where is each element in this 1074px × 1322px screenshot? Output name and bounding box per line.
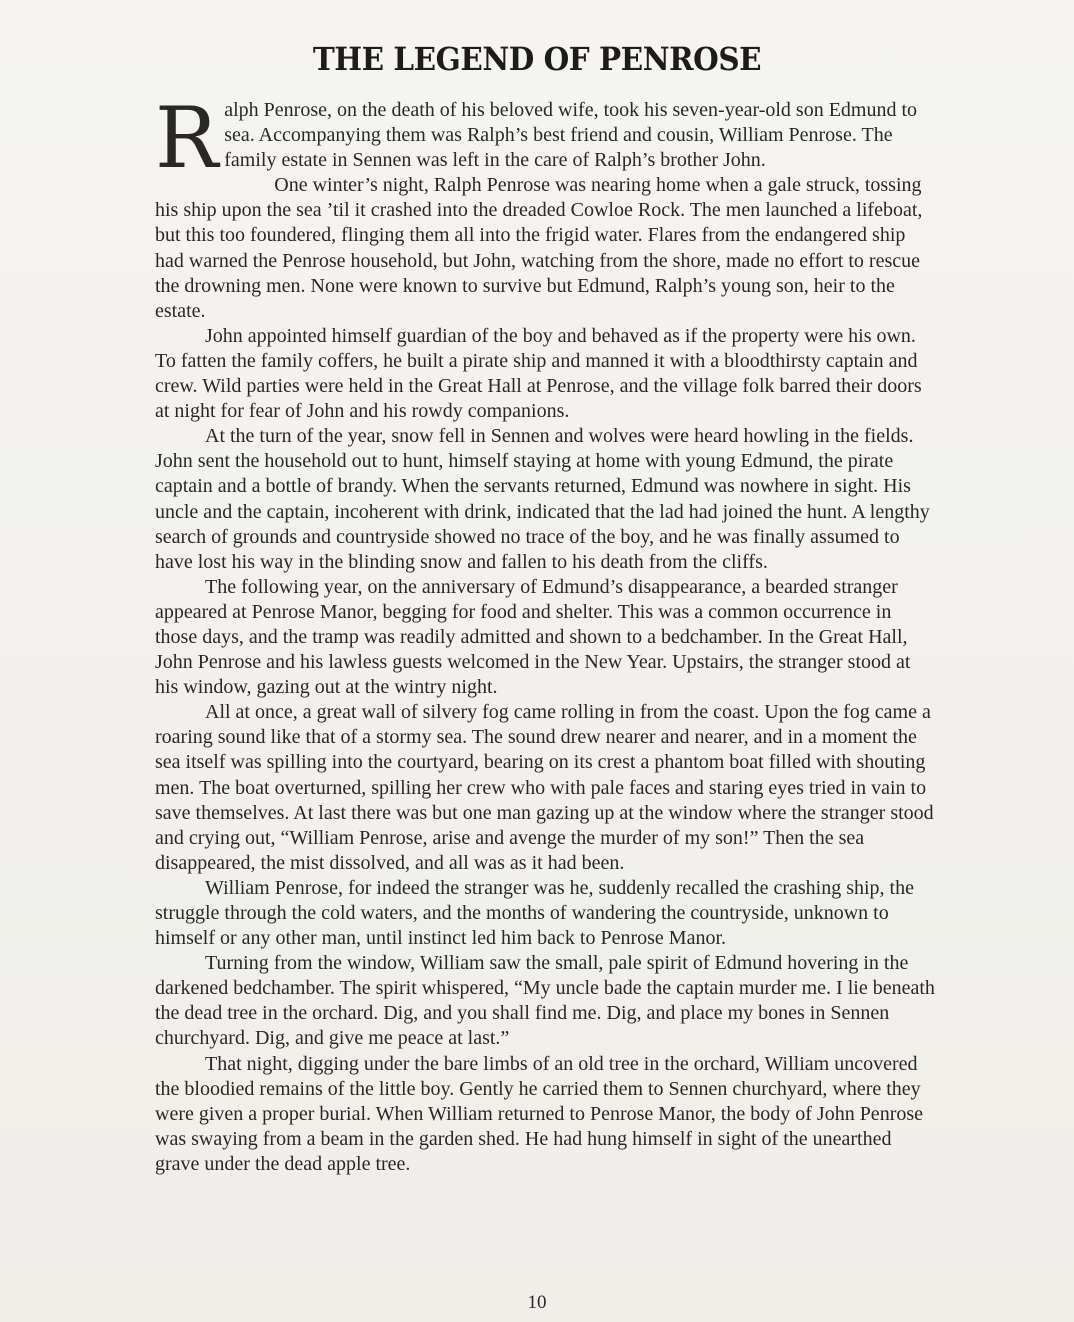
page-number: 10 <box>527 1292 547 1313</box>
paragraph: Turning from the window, William saw the small, pale spirit of Edmund hovering in the darkened bedchamber. The spirit whispered, “My uncle bade the captain murder me. I lie beneath the dead tree in the orchard. Dig, and you shall find me. Dig, and place my bones in Sennen churchyard. Dig, and give me peace at last.” <box>155 952 935 1050</box>
page-title: THE LEGEND OF PENROSE <box>312 40 762 78</box>
paragraph <box>155 89 935 187</box>
drop-cap: R <box>155 89 219 187</box>
paragraph: All at once, a great wall of silvery fog came rolling in from the coast. Upon the fog came a roaring sound like that of a stormy sea. The sound drew nearer and nearer, and in a moment the sea itself was spilling into the courtyard, bearing on its crest a phantom boat filled with shouting men. The boat overturned, spilling her crew who with pale faces and staring eyes tried in vain to save themselves. At last there was but one man gazing up at the window where the stranger stood and crying out, “William Penrose, arise and avenge the murder of my son!” Then the sea disappeared, the mist dissolved, and all was as it had been. <box>155 701 934 874</box>
paragraph-text: alph Penrose, on the death of his beloved wife, took his seven-year-old son Edmund to sea. Accompanying them was Ralph’s best friend and cousin, William Penrose. The family estate in Sennen was left in the care of Ralph’s brother John. <box>224 99 918 172</box>
paragraph: William Penrose, for indeed the stranger was he, suddenly recalled the crashing ship, the struggle through the cold waters, and the months of wandering the countryside, unknown to himself or any other man, until instinct led him back to Penrose Manor. <box>155 876 914 950</box>
paragraph: One winter’s night, Ralph Penrose was nearing home when a gale struck, tossing his ship upon the sea ’til it crashed into the dreaded Cowloe Rock. The men launched a lifeboat, but this too foundered, flinging them all into the frigid water. Flares from the endangered ship had warned the Penrose household, but John, watching from the shore, made no effort to rescue the drowning men. None were known to survive but Edmund, Ralph’s young son, heir to the estate. <box>155 174 923 322</box>
paragraph: At the turn of the year, snow fell in Sennen and wolves were heard howling in the fields. John sent the household out to hunt, himself staying at home with young Edmund, the pirate captain and a bottle of brandy. When the servants returned, Edmund was nowhere in sight. His uncle and the captain, incoherent with drink, indicated that the lad had joined the hunt. A lengthy search of grounds and countryside showed no trace of the boy, and he was finally assumed to have lost his way in the blinding snow and fallen to his death from the cliffs. <box>155 425 930 573</box>
paragraph: John appointed himself guardian of the boy and behaved as if the property were his own. To fatten the family coffers, he built a pirate ship and manned it with a bloodthirsty captain and crew. Wild parties were held in the Great Hall at Penrose, and the village folk barred their doors at night for fear of John and his rowdy companions. <box>155 324 922 423</box>
paragraph: The following year, on the anniversary of Edmund’s disappearance, a bearded stranger appeared at Penrose Manor, begging for food and shelter. This was a common occurrence in those days, and the tramp was readily admitted and shown to a bedchamber. In the Great Hall, John Penrose and his lawless guests welcomed in the New Year. Upstairs, the stranger stood at his window, gazing out at the wintry night. <box>155 575 911 699</box>
paragraph: That night, digging under the bare limbs of an old tree in the orchard, William uncovered the bloodied remains of the little boy. Gently he carried them to Sennen churchyard, where they were given a proper burial. When William returned to Penrose Manor, the body of John Penrose was swaying from a beam in the garden shed. He had hung himself in sight of the unearthed grave under the dead apple tree. <box>155 1052 924 1175</box>
story-body <box>155 89 935 1177</box>
